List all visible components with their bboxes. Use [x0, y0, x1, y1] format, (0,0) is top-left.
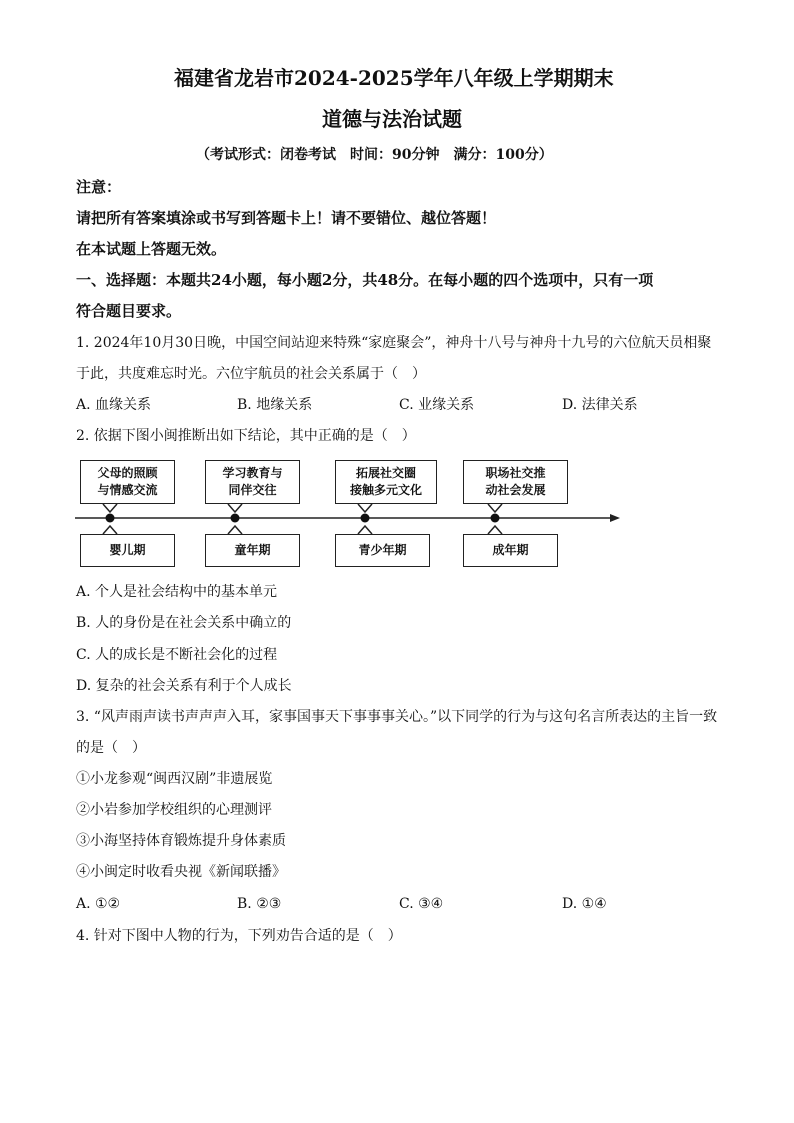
q3-item-2: ②小岩参加学校组织的心理测评 [76, 802, 272, 818]
q3-stem-line-1: 3. “风声雨声读书声声声入耳，家事国事天下事事事关心。”以下同学的行为与这句名言所表达的主旨一致 [76, 709, 718, 725]
q2-option-d: D. 复杂的社会关系有利于个人成长 [76, 678, 292, 694]
q3-stem-line-2: 的是（ ） [76, 740, 146, 756]
q1-option-a: A. 血缘关系 [76, 397, 152, 413]
notice-label: 注意： [76, 178, 122, 196]
timeline-top-box-1: 父母的照顾 与情感交流 [80, 460, 175, 504]
q2-stem: 2. 依据下图小闽推断出如下结论，其中正确的是（ ） [76, 428, 416, 444]
notice-line-2: 在本试题上答题无效。 [76, 240, 227, 258]
q3-option-d: D. ①④ [562, 896, 607, 912]
q3-item-3: ③小海坚持体育锻炼提升身体素质 [76, 833, 286, 849]
q1-option-d: D. 法律关系 [562, 397, 638, 413]
q3-item-1: ①小龙参观“闽西汉剧”非遗展览 [76, 771, 273, 787]
q3-item-4: ④小闽定时收看央视《新闻联播》 [76, 864, 286, 880]
q1-option-c: C. 业缘关系 [399, 397, 475, 413]
exam-info: （考试形式：闭卷考试 时间：90分钟 满分：100分） [196, 147, 553, 163]
section-heading-line-1: 一、选择题：本题共24小题，每小题2分，共48分。在每小题的四个选项中，只有一项 [76, 271, 654, 289]
q3-option-b: B. ②③ [237, 896, 282, 912]
arrow-head-icon [610, 514, 620, 522]
q2-option-c: C. 人的成长是不断社会化的过程 [76, 647, 278, 663]
timeline-stage-infant: 婴儿期 [80, 534, 175, 567]
section-heading-line-2: 符合题目要求。 [76, 302, 182, 320]
timeline-dot [491, 514, 500, 523]
q1-option-b: B. 地缘关系 [237, 397, 313, 413]
timeline-top-box-2: 学习教育与 同伴交往 [205, 460, 300, 504]
timeline-dot [361, 514, 370, 523]
q2-option-b: B. 人的身份是在社会关系中确立的 [76, 615, 292, 631]
q1-stem-line-2: 于此，共度难忘时光。六位宇航员的社会关系属于（ ） [76, 366, 426, 382]
q4-stem: 4. 针对下图中人物的行为，下列劝告合适的是（ ） [76, 928, 402, 944]
timeline-top-box-3: 拓展社交圈 接触多元文化 [335, 460, 437, 504]
notice-line-1: 请把所有答案填涂或书写到答题卡上！请不要错位、越位答题！ [76, 209, 497, 227]
timeline-dot [106, 514, 115, 523]
exam-subject: 道德与法治试题 [322, 107, 462, 131]
timeline-stage-childhood: 童年期 [205, 534, 300, 567]
q3-option-a: A. ①② [76, 896, 121, 912]
timeline-top-box-4: 职场社交推 动社会发展 [463, 460, 568, 504]
exam-title: 福建省龙岩市2024-2025学年八年级上学期期末 [174, 66, 614, 90]
q2-option-a: A. 个人是社会结构中的基本单元 [76, 584, 278, 600]
q3-option-c: C. ③④ [399, 896, 444, 912]
timeline-stage-adolescence: 青少年期 [335, 534, 430, 567]
q1-stem-line-1: 1. 2024年10月30日晚，中国空间站迎来特殊“家庭聚会”，神舟十八号与神舟十九号的六位航天员相聚 [76, 335, 712, 351]
timeline-dot [231, 514, 240, 523]
growth-timeline-diagram [70, 452, 630, 574]
timeline-stage-adulthood: 成年期 [463, 534, 558, 567]
